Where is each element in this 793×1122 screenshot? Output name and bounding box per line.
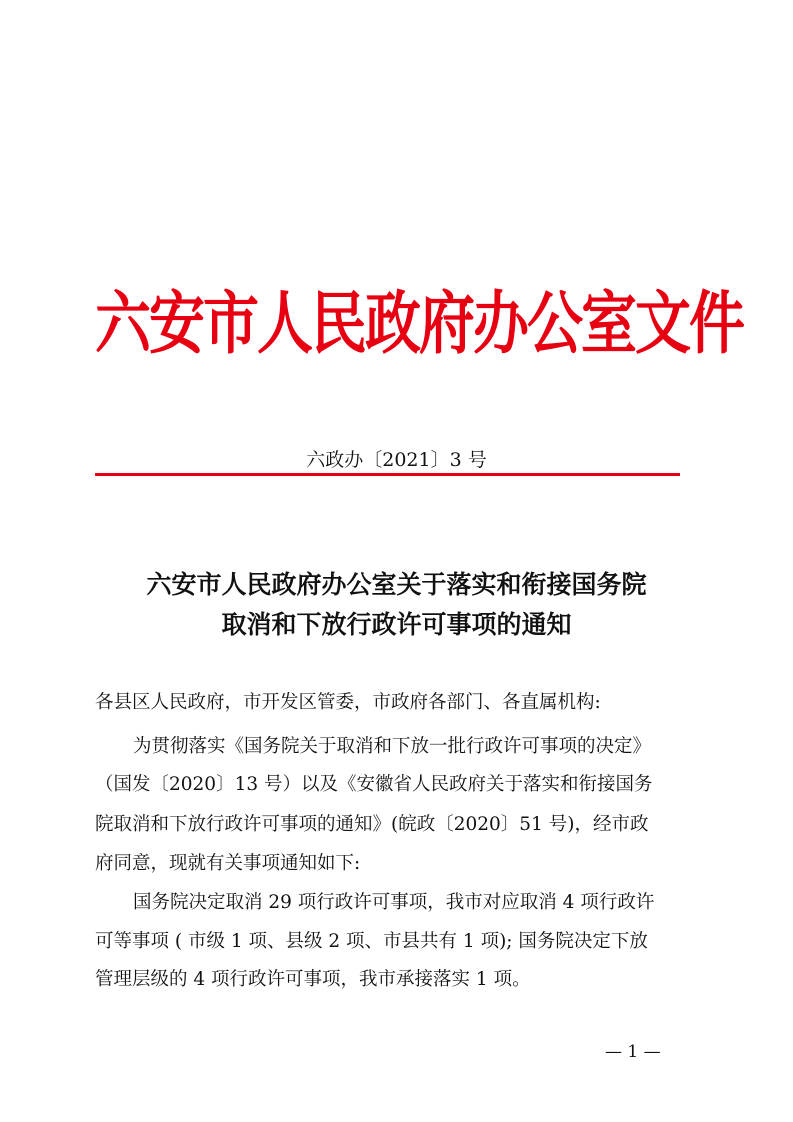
- red-separator-line: [95, 473, 680, 476]
- document-title-line-1: 六安市人民政府办公室关于落实和衔接国务院: [146, 570, 647, 599]
- paragraph-1-line-2: （国发〔2020〕13 号）以及《安徽省人民政府关于落实和衔接国务: [95, 774, 653, 795]
- document-title-line-2: 取消和下放行政许可事项的通知: [221, 610, 572, 639]
- addressee-line: 各县区人民政府，市开发区管委，市政府各部门、各直属机构:: [95, 692, 601, 713]
- paragraph-2-line-2: 可等事项 ( 市级 1 项、县级 2 项、市县共有 1 项); 国务院决定下放: [95, 931, 648, 952]
- paragraph-2-line-1: 国务院决定取消 29 项行政许可事项，我市对应取消 4 项行政许: [133, 892, 655, 913]
- page-number: — 1 —: [605, 1042, 661, 1062]
- paragraph-1-line-3: 院取消和下放行政许可事项的通知》(皖政〔2020〕51 号)，经市政: [95, 814, 649, 835]
- document-number: 六政办〔2021〕3 号: [306, 449, 487, 471]
- paragraph-2-line-3: 管理层级的 4 项行政许可事项，我市承接落实 1 项。: [95, 969, 531, 990]
- paragraph-1-line-4: 府同意，现就有关事项通知如下:: [95, 853, 361, 874]
- paragraph-1-line-1: 为贯彻落实《国务院关于取消和下放一批行政许可事项的决定》: [133, 736, 652, 757]
- red-header-masthead: 六安市人民政府办公室文件: [95, 284, 743, 364]
